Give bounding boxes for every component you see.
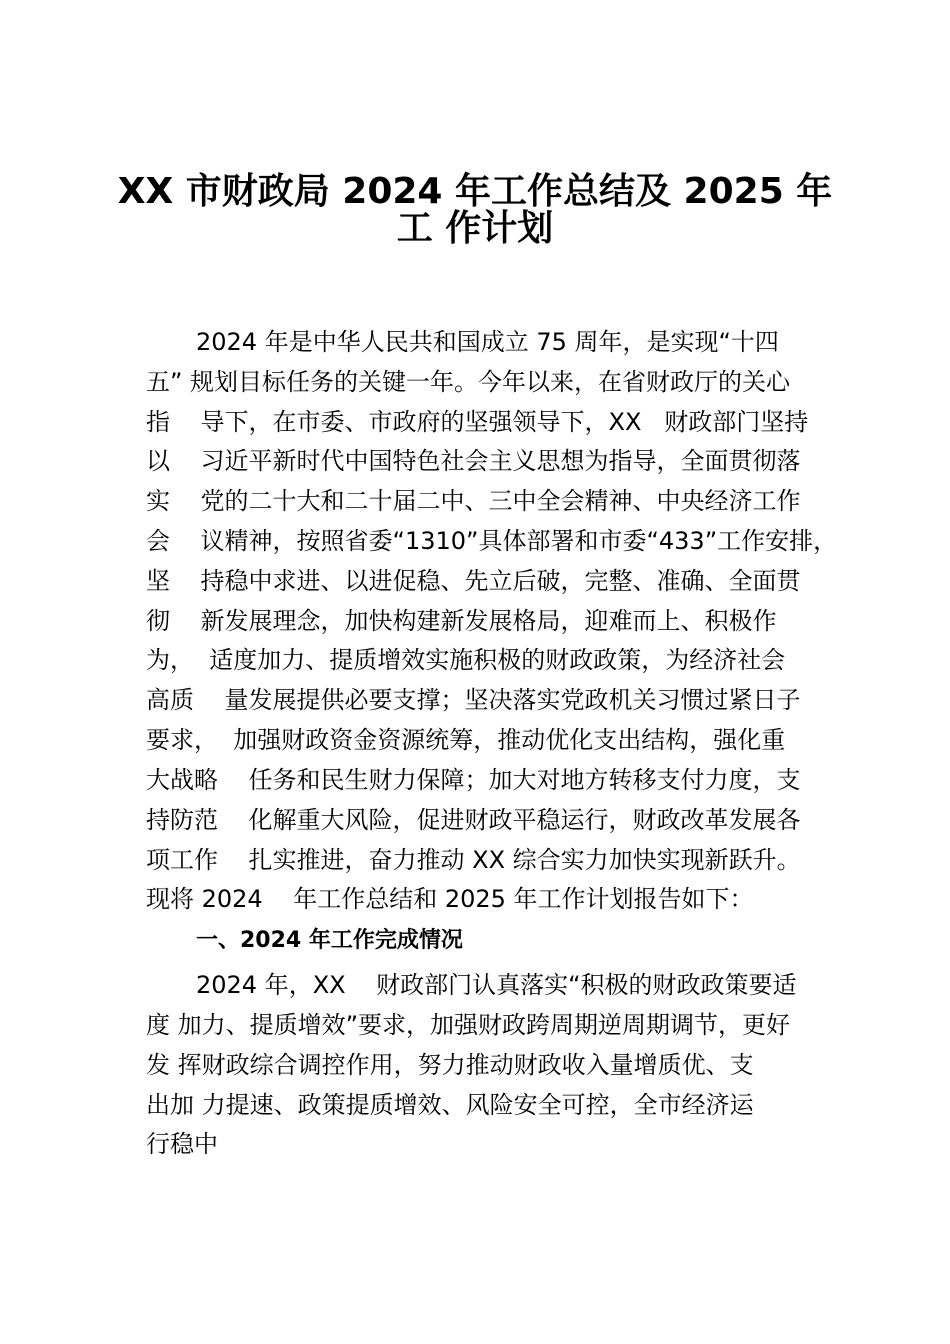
paragraph-1-line: 为， 适度加力、提质增效实施积极的财政政策，为经济社会 — [146, 646, 786, 674]
paragraph-1-line: 现将 2024 年工作总结和 2025 年工作计划报告如下： — [146, 885, 754, 913]
paragraph-1-line: 大战略 任务和民生财力保障；加大对地方转移支付力度，支 — [146, 766, 801, 794]
paragraph-1-line: 五” 规划目标任务的关键一年。今年以来，在省财政厅的关心 — [146, 368, 791, 396]
paragraph-1-line: 项工作 扎实推进，奋力推动 XX 综合实力加快实现新跃升。 — [146, 846, 801, 874]
paragraph-1-line: 以 习近平新时代中国特色社会主义思想为指导，全面贯彻落 — [146, 447, 801, 475]
paragraph-1-line: 会 议精神，按照省委“1310”具体部署和市委“433”工作安排， — [146, 527, 838, 555]
paragraph-1-line: 要求， 加强财政资金资源统筹，推动优化支出结构，强化重 — [146, 726, 786, 754]
paragraph-1-line: 彻 新发展理念，加快构建新发展格局，迎难而上、积极作 — [146, 607, 777, 635]
section-heading: 一、2024 年工作完成情况 — [196, 928, 463, 953]
paragraph-2-line: 度 加力、提质增效”要求，加强财政跨周期逆周期调节，更好 — [146, 1011, 791, 1039]
paragraph-1-line: 实 党的二十大和二十届二中、三中全会精神、中央经济工作 — [146, 487, 801, 515]
paragraph-1-line: 持防范 化解重大风险，促进财政平稳运行，财政改革发展各 — [146, 806, 801, 834]
document-title-line-2: 工 作计划 — [396, 208, 554, 249]
document-title-line-1: XX 市财政局 2024 年工作总结及 2025 年 — [117, 171, 833, 212]
paragraph-2-line: 发 挥财政综合调控作用，努力推动财政收入量增质优、支 — [146, 1051, 754, 1079]
paragraph-1-line: 高质 量发展提供必要支撑；坚决落实党政机关习惯过紧日子 — [146, 686, 801, 714]
paragraph-2-line: 行稳中 — [146, 1130, 218, 1158]
paragraph-1-line: 坚 持稳中求进、以进促稳、先立后破，完整、准确、全面贯 — [146, 567, 801, 595]
paragraph-1-line: 2024 年是中华人民共和国成立 75 周年，是实现“十四 — [196, 328, 779, 356]
paragraph-1-line: 指 导下，在市委、市政府的坚强领导下，XX 财政部门坚持 — [146, 408, 809, 436]
paragraph-2-line: 出加 力提速、政策提质增效、风险安全可控，全市经济运 — [146, 1091, 754, 1119]
paragraph-2-line: 2024 年，XX 财政部门认真落实“积极的财政政策要适 — [196, 971, 797, 999]
